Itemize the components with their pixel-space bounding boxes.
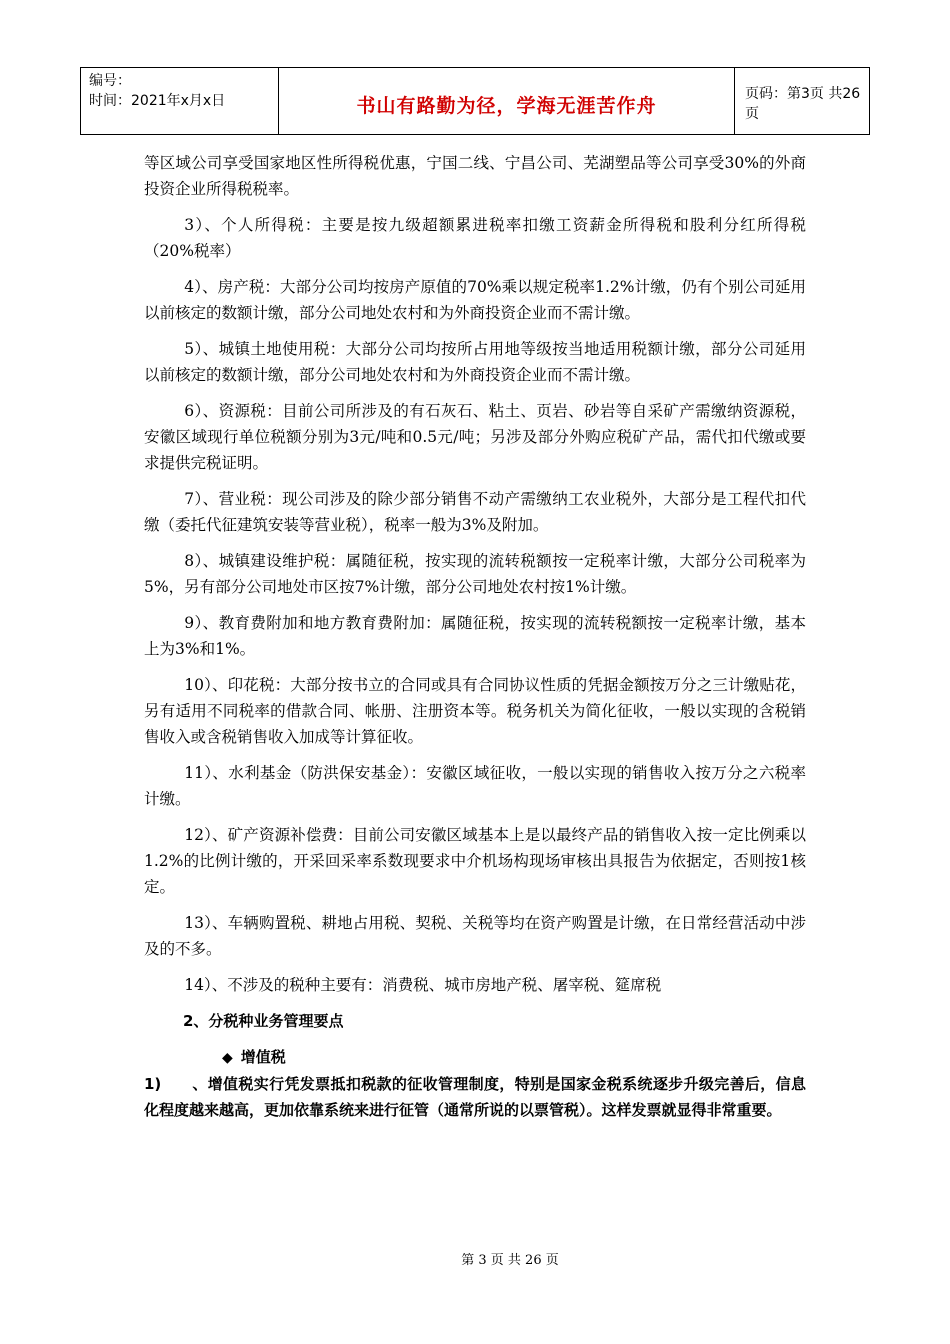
header-meta bbox=[81, 68, 279, 134]
item-paragraph: 9）、教育费附加和地方教育费附加：属随征税，按实现的流转税额按一定税率计缴，基本上为3%和1%。 bbox=[144, 614, 806, 658]
item-paragraph: 7）、营业税：现公司涉及的除少部分销售不动产需缴纳工农业税外，大部分是工程代扣代缴（委托代征建筑安装等营业税），税率一般为3%及附加。 bbox=[144, 490, 806, 534]
item-paragraph: 3）、个人所得税：主要是按九级超额累进税率扣缴工资薪金所得税和股利分红所得税（20%税率） bbox=[144, 216, 806, 260]
number-label: 编号： bbox=[89, 73, 131, 89]
diamond-bullet-icon: ◆ bbox=[222, 1050, 233, 1066]
item-paragraph: 5）、城镇土地使用税：大部分公司均按所占用地等级按当地适用税额计缴，部分公司延用以前核定的数额计缴，部分公司地处农村和为外商投资企业而不需计缴。 bbox=[144, 340, 806, 384]
bullet-heading-text: 增值税 bbox=[240, 1048, 286, 1066]
bullet-heading bbox=[144, 1044, 806, 1071]
document-body bbox=[144, 152, 806, 1123]
item-paragraph: 10）、印花税：大部分按书立的合同或具有合同协议性质的凭据金额按万分之三计缴贴花，另有适用不同税率的借款合同、帐册、注册资本等。税务机关为简化征收，一般以实现的含税销售收入或含税销售收入加成等计算征收。 bbox=[144, 676, 806, 746]
item-paragraph: 11）、水利基金（防洪保安基金）：安徽区域征收，一般以实现的销售收入按万分之六税率计缴。 bbox=[144, 764, 806, 808]
section-title: 2、分税种业务管理要点 bbox=[183, 1012, 344, 1030]
item-paragraph: 14）、不涉及的税种主要有：消费税、城市房地产税、屠宰税、筵席税 bbox=[184, 976, 662, 994]
item-paragraph: 8）、城镇建设维护税：属随征税，按实现的流转税额按一定税率计缴，大部分公司税率为5%，另有部分公司地处市区按7%计缴，部分公司地处农村按1%计缴。 bbox=[144, 552, 806, 596]
header-motto: 书山有路勤为径，学海无涯苦作舟 bbox=[279, 68, 735, 134]
item-paragraph: 12）、矿产资源补偿费：目前公司安徽区域基本上是以最终产品的销售收入按一定比例乘以1.2%的比例计缴的，开采回采率系数现要求中介机场构现场审核出具报告为依据定，否则按1核定。 bbox=[144, 826, 806, 896]
header-table bbox=[80, 67, 870, 135]
item-paragraph: 13）、车辆购置税、耕地占用税、契税、关税等均在资产购置是计缴，在日常经营活动中涉及的不多。 bbox=[144, 914, 806, 958]
bold-paragraph: 1) 、增值税实行凭发票抵扣税款的征收管理制度，特别是国家金税系统逐步升级完善后，信息化程度越来越高，更加依靠系统来进行征管（通常所说的以票管税）。这样发票就显得非常重要。 bbox=[144, 1075, 806, 1119]
header-page-code: 页码：第3页 共26页 bbox=[745, 86, 861, 122]
page-footer: 第 3 页 共 26 页 bbox=[461, 1253, 559, 1268]
item-paragraph: 6）、资源税：目前公司所涉及的有石灰石、粘土、页岩、砂岩等自采矿产需缴纳资源税，安徽区域现行单位税额分别为3元/吨和0.5元/吨；另涉及部分外购应税矿产品，需代扣代缴或要求提供完税证明。 bbox=[144, 402, 806, 472]
item-paragraph: 4）、房产税：大部分公司均按房产原值的70%乘以规定税率1.2%计缴，仍有个别公司延用以前核定的数额计缴，部分公司地处农村和为外商投资企业而不需计缴。 bbox=[144, 278, 806, 322]
time-label: 时间：2021年x月x日 bbox=[89, 93, 226, 109]
intro-paragraph: 等区域公司享受国家地区性所得税优惠，宁国二线、宁昌公司、芜湖塑品等公司享受30%的外商投资企业所得税税率。 bbox=[144, 154, 806, 198]
